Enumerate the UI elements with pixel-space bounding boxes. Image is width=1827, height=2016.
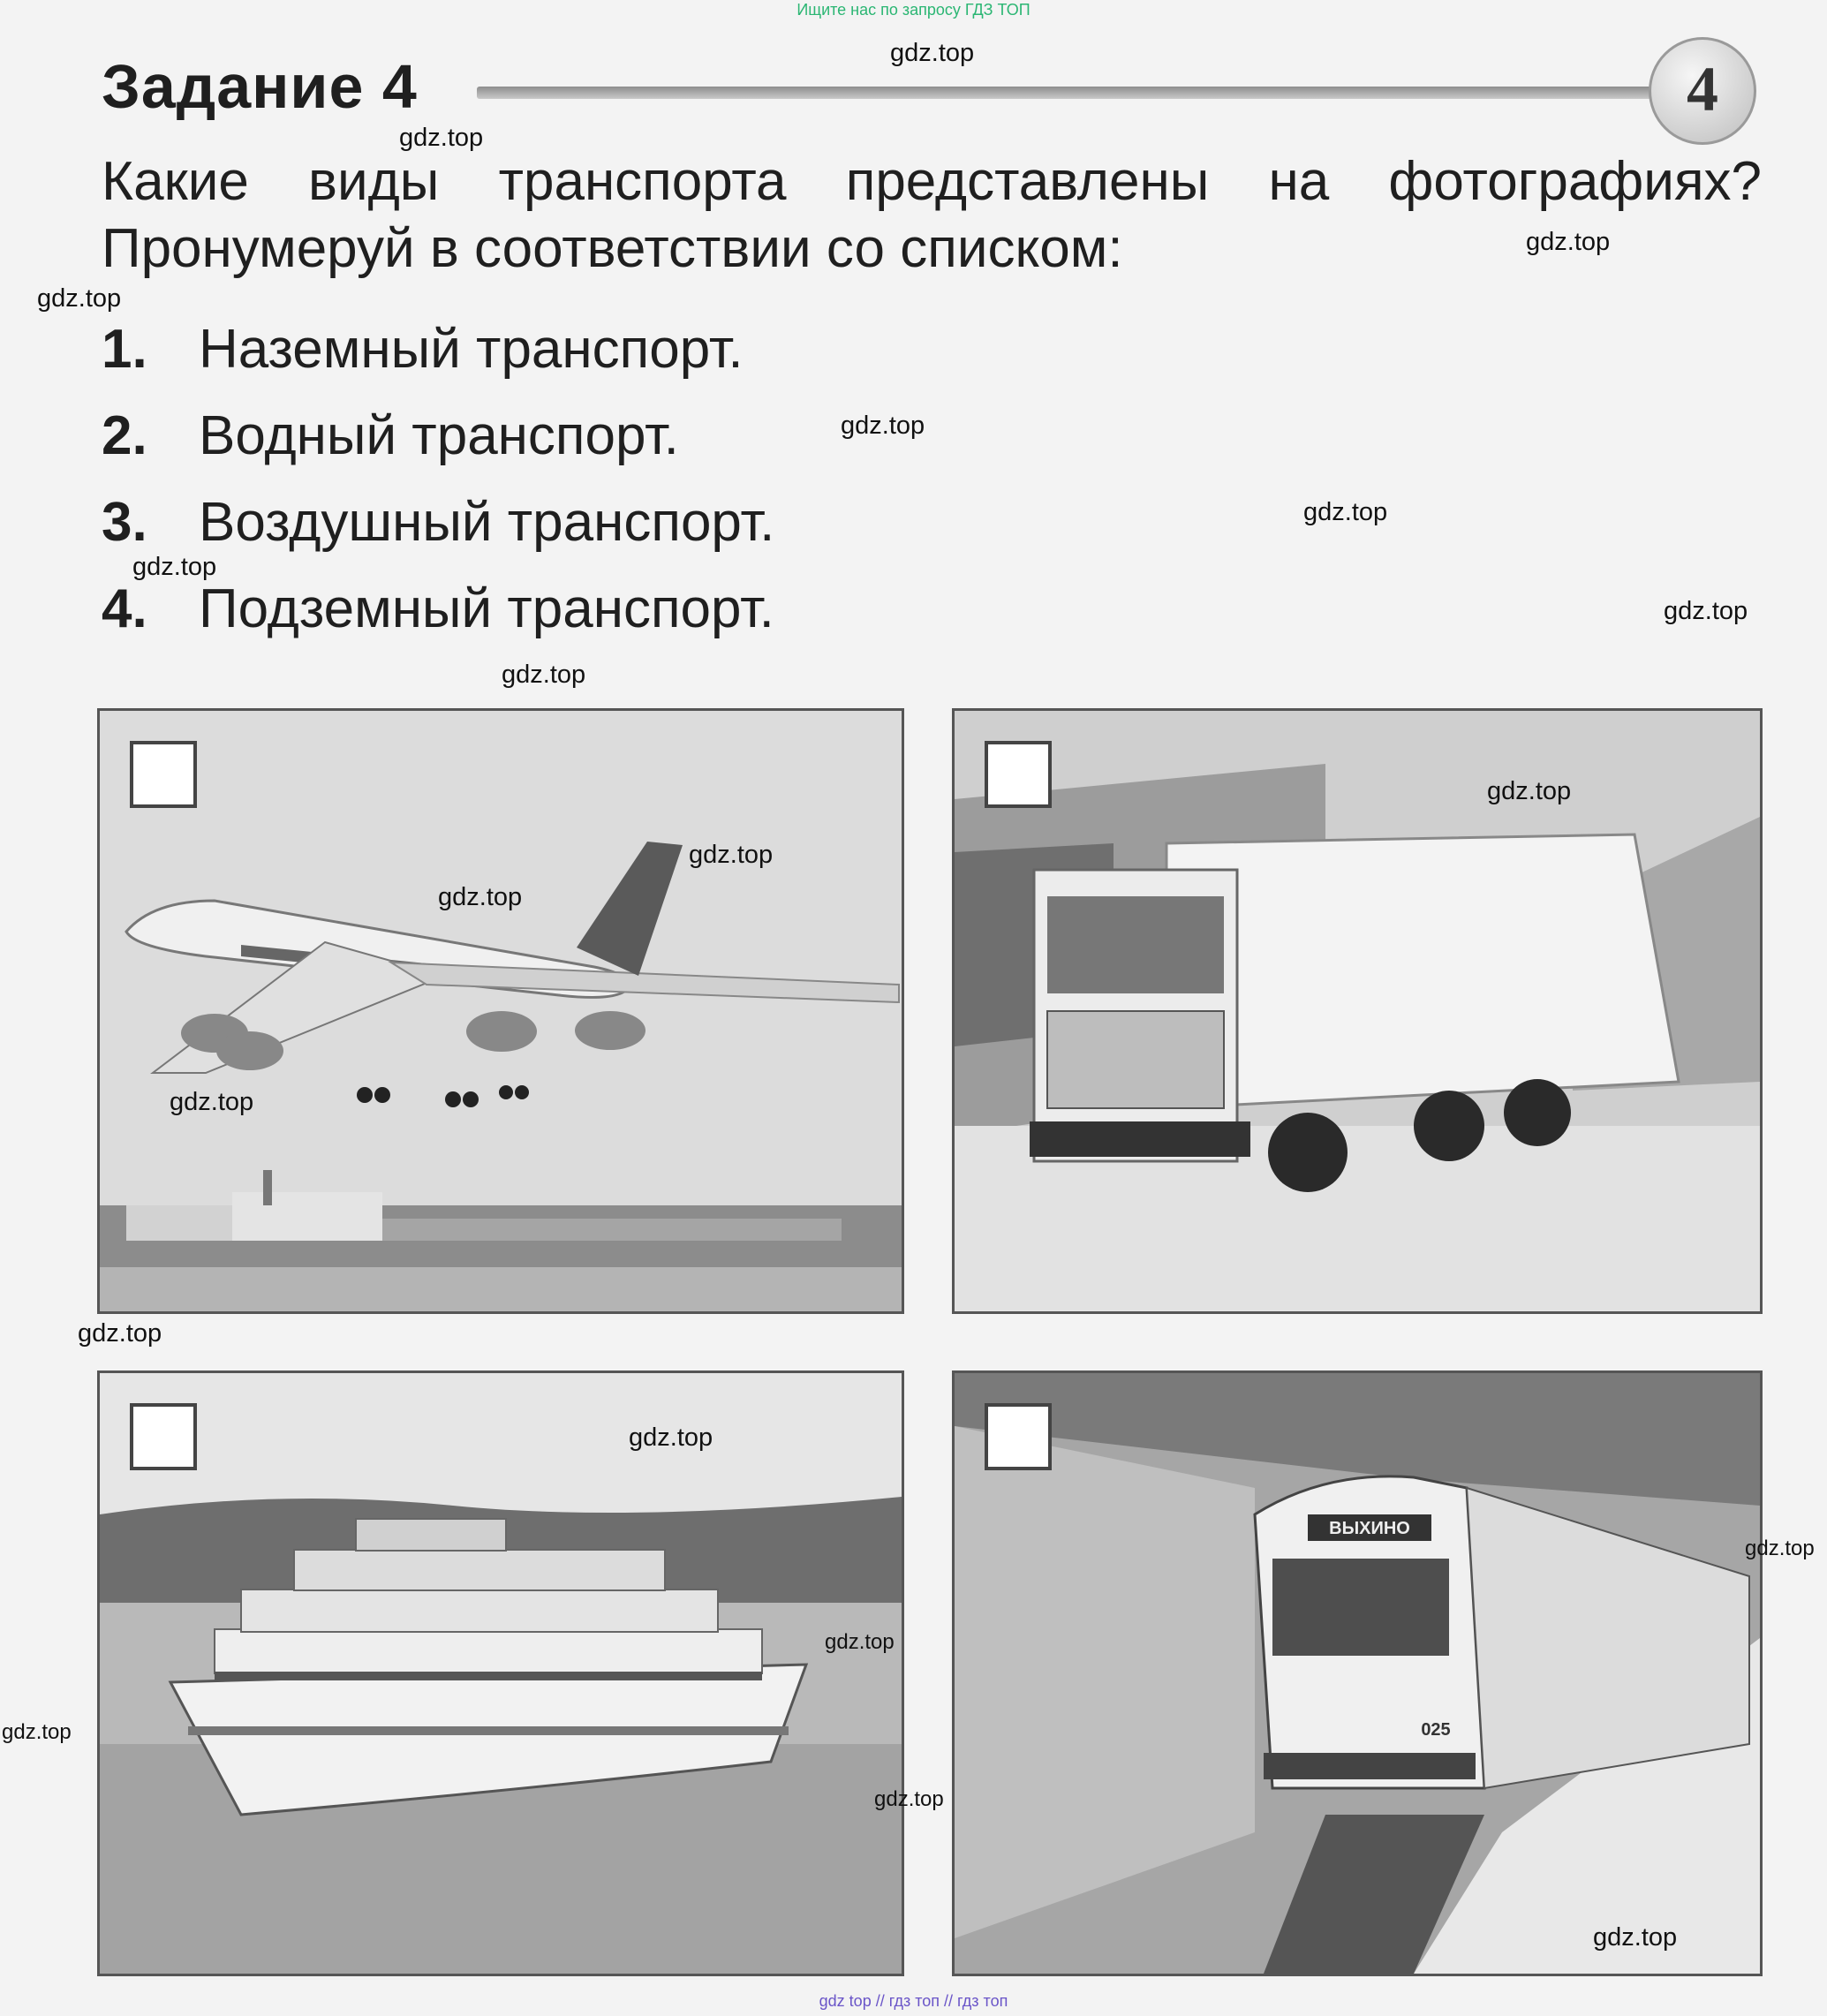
watermark: gdz.top: [874, 1787, 944, 1811]
list-item-number: 1.: [102, 319, 147, 380]
list-item: [102, 491, 774, 554]
photo-airplane: [97, 708, 904, 1314]
list-item: [102, 318, 744, 381]
watermark: gdz.top: [2, 1720, 72, 1744]
list-item-number: 4.: [102, 578, 147, 639]
answer-checkbox-metro[interactable]: [985, 1403, 1052, 1470]
watermark: gdz.top: [37, 284, 122, 313]
watermark: gdz.top: [1303, 498, 1388, 526]
photo-ship: [97, 1370, 904, 1976]
photo-metro: [952, 1370, 1763, 1976]
watermark: gdz.top: [438, 883, 523, 911]
list-item-label: Подземный транспорт.: [199, 578, 774, 639]
watermark: gdz.top: [1487, 777, 1572, 805]
photo-truck: [952, 708, 1763, 1314]
task-question: Какие виды транспорта представлены на фотографиях? Пронумеруй в соответствии со списком:: [102, 151, 1762, 279]
list-item-number: 3.: [102, 492, 147, 553]
ship-image: [100, 1373, 902, 1974]
watermark: gdz.top: [1526, 228, 1611, 256]
watermark: gdz.top: [132, 553, 217, 581]
answer-checkbox-ship[interactable]: [130, 1403, 197, 1470]
list-item: [102, 578, 774, 640]
watermark: gdz.top: [1664, 597, 1748, 625]
list-item-label: Водный транспорт.: [199, 405, 679, 466]
bottom-banner[interactable]: gdz top // гдз топ // гдз топ: [819, 1992, 1008, 2010]
watermark: gdz.top: [689, 841, 774, 869]
watermark: gdz.top: [170, 1088, 254, 1116]
list-item-label: Воздушный транспорт.: [199, 492, 775, 553]
answer-checkbox-truck[interactable]: [985, 741, 1052, 808]
watermark: gdz.top: [629, 1423, 713, 1452]
truck-image: [955, 711, 1760, 1311]
watermark: gdz.top: [399, 124, 484, 152]
list-item-label: Наземный транспорт.: [199, 319, 744, 380]
watermark: gdz.top: [78, 1319, 162, 1348]
answer-checkbox-airplane[interactable]: [130, 741, 197, 808]
watermark: gdz.top: [1745, 1537, 1815, 1560]
task-title: Задание 4: [102, 52, 418, 121]
metro-car-number: 025: [1421, 1720, 1451, 1740]
watermark: gdz.top: [841, 412, 925, 440]
metro-image: [955, 1373, 1760, 1974]
watermark: gdz.top: [1593, 1923, 1678, 1952]
metro-destination-sign: ВЫХИНО: [1329, 1519, 1410, 1538]
list-item-number: 2.: [102, 405, 147, 466]
watermark: gdz.top: [502, 661, 586, 689]
watermark: gdz.top: [890, 39, 975, 67]
airplane-image: [100, 711, 902, 1311]
watermark: gdz.top: [825, 1630, 895, 1654]
title-divider: [477, 87, 1651, 99]
list-item: [102, 404, 679, 467]
task-number-badge: 4: [1649, 37, 1756, 145]
top-banner[interactable]: Ищите нас по запросу ГДЗ ТОП: [796, 1, 1031, 19]
